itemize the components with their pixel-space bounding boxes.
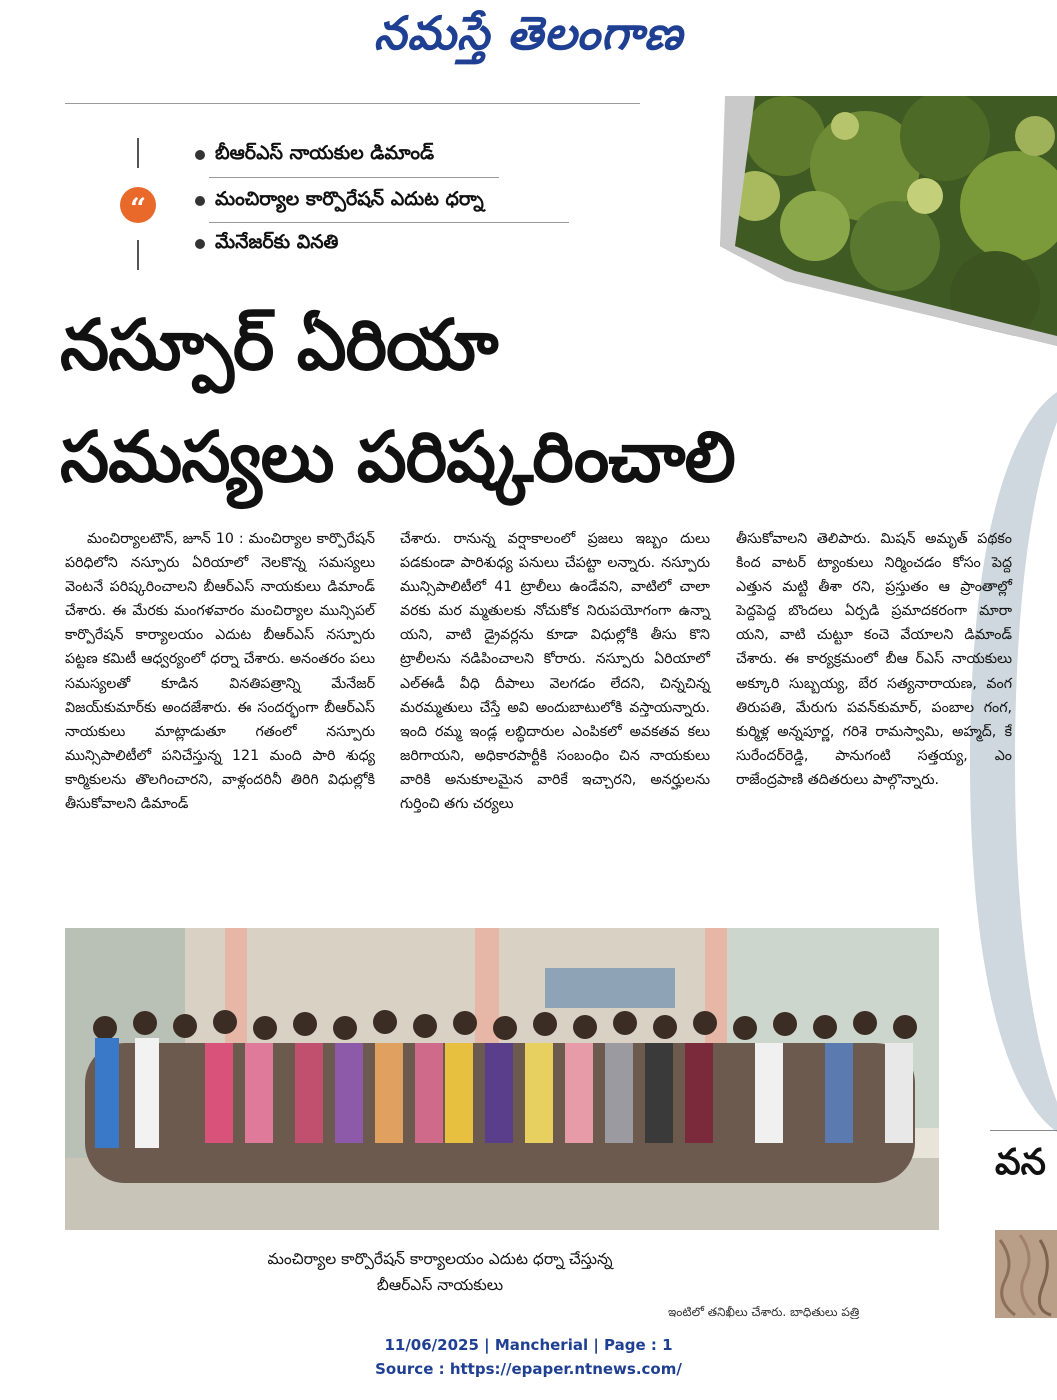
bullet-dot-icon [195, 239, 205, 249]
body-text: తీసుకోవాలని తెలిపారు. మిషన్ అమృత్ పథకం కింద వాటర్ ట్యాంకులు నిర్మించడం కోసం పెద్ద ఎత్తున మట్టి తీశా రని, ప్రస్తుతం ఆ ప్రాంతాల్లో పెద్దపెద్ద బొందలు ఏర్పడి ప్రమాదకరంగా మారా యని, వాటి చుట్టూ కంచె వేయాలని డిమాండ్ చేశారు. ఈ కార్యక్రమంలో బీఆ ర్ఎస్ నాయకులు అక్కూరి సుబ్బయ్య, బేర సత్యనారాయణ, వంగ తిరుపతి, మేరుగు పవన్‌కుమార్, పంబాల గంగ, కుర్మిళ్ల అన్నపూర్ణ, గరిశె రామస్వామి, అహ్మద్, కే సురేందర్‌రెడ్డి, పానుగంటి సత్తయ్య, ఎం రాజేంద్రపాణి తదితరులు పాల్గొన్నారు. [736, 531, 1012, 788]
bullet-item [195, 138, 434, 172]
body-text: చేశారు. రానున్న వర్షాకాలంలో ప్రజలు ఇబ్బం దులు పడకుండా పారిశుధ్య పనులు చేపట్టా లన్నారు. నస్పూరు మున్సిపాలిటీలో 41 ట్రాలీలు ఉండేవని, వాటిలో చాలా వరకు మర మ్మతులకు నోచుకోక నిరుపయోగంగా ఉన్నా యని, వాటి డ్రైవర్లను కూడా విధుల్లోకి తీసు కొని ట్రాలీలను నడిపించాలని కోరారు. నస్పూరు ఏరియాలో ఎల్ఈడీ వీధి దీపాలు వెలగడం లేదని, చిన్నచిన్న మరమ్మతులు చేస్తే అవి అందుబాటులోకి వస్తాయన్నారు. ఇంది రమ్మ ఇండ్ల లబ్ధిదారుల ఎంపికలో అవకతవ కలు జరిగాయని, అధికారపార్టీకి సంబంధిం చిన నాయకులు వారికి అనుకూలమైన వారికే ఇచ్చారని, అనర్హులను గుర్తించి తగు చర్యలు [400, 531, 710, 813]
next-article-headline-fragment: వన [995, 1142, 1046, 1183]
headline-line-2: సమస్యలు పరిష్కరించాలి [60, 416, 735, 498]
next-article-photo [995, 1230, 1057, 1318]
body-column-1 [65, 527, 375, 816]
cut-off-text-line: ఇంటిలో తనిఖీలు చేశారు. బాధితులు పత్రి [668, 1305, 860, 1319]
body-column-2 [400, 527, 710, 816]
quote-line-top [137, 138, 139, 168]
bullet-text: మేనేజర్‌కు వినతి [215, 230, 339, 253]
bullet-divider [209, 177, 499, 178]
headline-line-1: నస్పూర్ ఏరియా [60, 304, 498, 386]
tree-photo [695, 96, 1057, 346]
footer-date-page: 11/06/2025 | Mancherial | Page : 1 [384, 1336, 673, 1354]
quote-line-bottom [137, 240, 139, 270]
bullet-text: మంచిర్యాల కార్పొరేషన్ ఎదుట ధర్నా [215, 187, 484, 210]
bullet-text: బీఆర్ఎస్ నాయకుల డిమాండ్ [215, 141, 435, 164]
photo-caption-line: మంచిర్యాల కార్పొరేషన్ కార్యాలయం ఎదుట ధర్నా చేస్తున్న [267, 1250, 613, 1268]
body-column-3 [736, 527, 1012, 792]
bullet-item [195, 227, 338, 261]
newspaper-masthead: నమస్తే తెలంగాణ [373, 6, 684, 60]
body-text: మంచిర్యాలటౌన్, జూన్ 10 : మంచిర్యాల కార్పొరేషన్ పరిధిలోని నస్పూరు ఏరియాలో నెలకొన్న సమస్యలు వెంటనే పరిష్కరించాలని బీఆర్ఎస్ నాయకులు డిమాండ్ చేశారు. ఈ మేరకు మంగళవారం మంచిర్యాల మున్సిపల్ కార్పొరేషన్ కార్యాలయం ఎదుట బీఆర్ఎస్ నస్పూరు పట్టణ కమిటీ ఆధ్వర్యంలో ధర్నా చేశారు. అనంతరం పలు సమస్యలతో కూడిన వినతిపత్రాన్ని మేనేజర్ విజయ్‌కుమార్‌కు అందజేశారు. ఈ సందర్భంగా బీఆర్ఎస్ నాయకులు మాట్లాడుతూ గతంలో నస్పూరు మున్సిపాలిటీలో పనిచేస్తున్న 121 మంది పారి శుధ్య కార్మికులను తొలగించారని, వాళ్లందరినీ తిరిగి విధుల్లోకి తీసుకోవాలని డిమాండ్ [65, 531, 375, 813]
bullet-dot-icon [195, 150, 205, 160]
bullet-divider [209, 222, 569, 223]
photo-caption-line: బీఆర్ఎస్ నాయకులు [376, 1276, 504, 1294]
bullet-item [195, 184, 484, 218]
photo-caption [200, 1246, 680, 1298]
footer-source-link[interactable]: Source : https://epaper.ntnews.com/ [375, 1360, 682, 1378]
bullet-dot-icon [195, 196, 205, 206]
protest-group-photo [65, 928, 939, 1230]
masthead-divider [65, 103, 640, 104]
quote-mark-icon: “ [120, 187, 156, 223]
right-column-divider [990, 1130, 1057, 1131]
